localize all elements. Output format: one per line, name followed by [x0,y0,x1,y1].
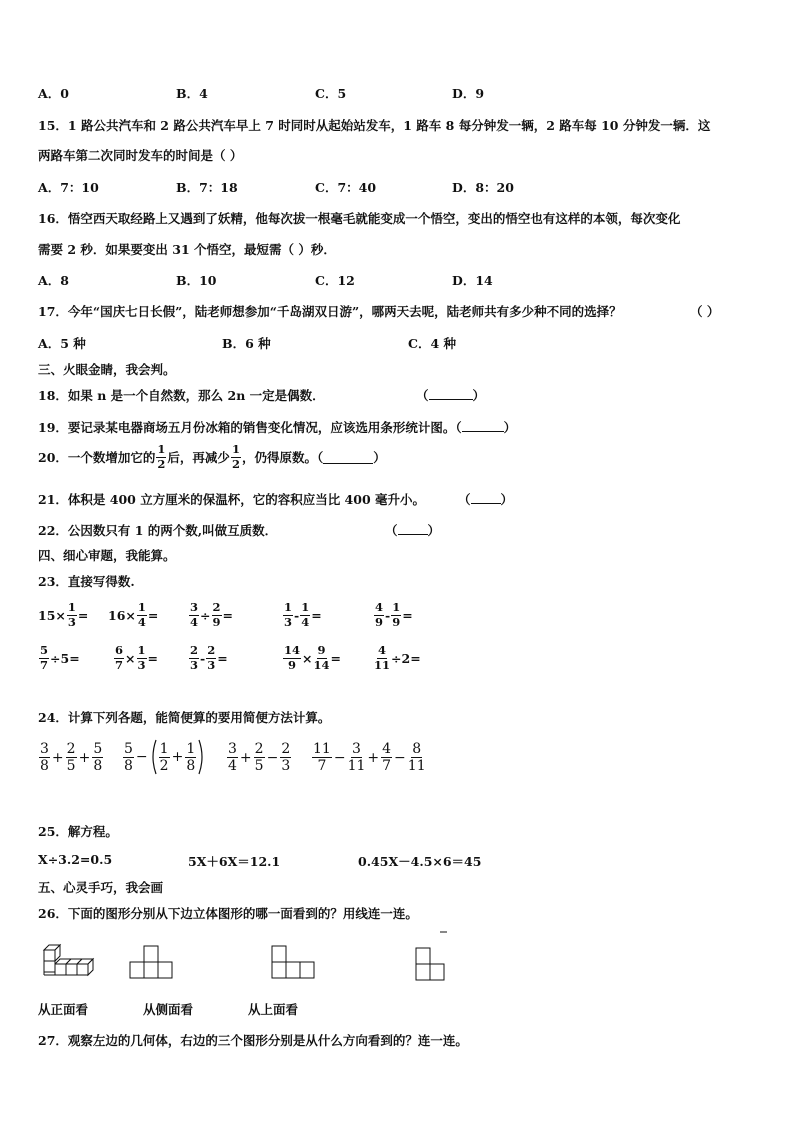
q24-e3-n1: 3 [228,741,237,757]
q23-r1-i5-op: - [385,607,391,623]
q15-option-c: C．7：40 [315,180,377,195]
q23-r1-i4-num1: 1 [284,600,293,614]
q26-view-shape-2 [271,944,319,980]
q23-r2-i3-num1: 2 [190,643,199,657]
q20-text-pre: 20．一个数增加它的 [38,450,156,465]
q16-line1: 16．悟空西天取经路上又遇到了妖精，他每次拔一根毫毛就能变成一个悟空，变出的悟空也有这样的本领，每次变化 [38,211,681,226]
q23-r2-i4-op: × [302,650,313,666]
q23-r2-i1-den: 7 [40,657,49,672]
q21-answer-blank[interactable] [458,490,513,508]
q24-e1-op1: + [51,749,64,766]
q23-r1-i1-op: × [55,607,66,623]
q22-answer-blank[interactable] [385,521,440,539]
q23-r1-i5-num1: 4 [375,600,384,614]
q23-r2-i4-eq: = [330,650,341,666]
q24-e4-op3: − [394,749,406,766]
q24-e3-d1: 4 [228,758,237,774]
q24-e4-n3: 4 [382,741,392,757]
q23-r1-i4-num2: 1 [301,600,310,614]
q24-e1-d2: 5 [66,758,76,774]
q17-option-a: A．5 种 [38,336,86,351]
q18-answer-blank[interactable] [416,386,485,404]
q24-e3-d3: 3 [281,758,291,774]
q23-r2-i1-eq: = [69,650,80,666]
q20-frac1-den: 2 [157,456,166,471]
q23-r2-item2 [113,645,158,671]
q23-r1-i3-op: ÷ [200,607,211,623]
q17-option-b: B．6 种 [222,336,271,351]
q17-paren: （ ） [690,304,720,319]
q16-option-a: A．8 [38,273,69,288]
q23-r2-i3-num2: 2 [207,643,216,657]
q26-label-top: 从上面看 [248,1002,299,1017]
q20-fraction-1 [156,444,166,470]
q23-r1-i4-eq: = [311,607,322,623]
q15-option-a: A．7：10 [38,180,99,195]
q26-title: 26．下面的图形分别从下边立体图形的哪一面看到的？用线连一连。 [38,906,418,921]
q23-r1-i3-num1: 3 [190,600,199,614]
q20-text-mid: 后，再减少 [167,450,230,465]
q21-close-paren: ） [500,492,514,507]
q21-open-paren: （ [458,492,471,507]
q23-r2-i3-den1: 3 [190,657,199,672]
q23-r1-i5-eq: = [402,607,413,623]
q15-line1: 15．1 路公共汽车和 2 路公共汽车早上 7 时同时从起始站发车，1 路车 8 每分钟发一辆，2 路车每 10 分钟发一辆．这 [38,118,711,133]
q23-r2-i4-den2: 14 [313,657,330,672]
q24-e4-d1: 7 [317,758,327,774]
section-5-heading: 五、心灵手巧，我会画 [38,880,164,895]
q18-close-paren: ） [472,388,486,403]
q23-r1-i2-den: 4 [137,614,146,629]
q23-r1-i1-int: 15 [38,607,56,623]
q23-r2-i3-den2: 3 [207,657,216,672]
q23-r2-i5-int: 2 [401,650,411,666]
q23-r1-item2 [108,602,158,628]
q25-equation-3: 0.45X－4.5×6＝45 [358,854,482,869]
q24-e2-d2: 2 [159,757,169,774]
q23-title: 23．直接写得数. [38,574,135,589]
q14-option-a: A．0 [38,86,69,101]
q23-r2-i2-eq: = [147,650,158,666]
q23-r1-i3-den2: 9 [212,614,221,629]
q14-option-b: B．4 [176,86,208,101]
q26-view-shape-1 [129,944,175,980]
q24-e1-d3: 8 [93,758,103,774]
q23-r1-item5 [373,602,413,628]
q23-r2-i2-num1: 6 [115,643,124,657]
q23-r1-item1 [38,602,88,628]
q16-option-c: C．12 [315,273,355,288]
q22-close-paren: ） [427,523,441,538]
q14-option-c: C．5 [315,86,347,101]
q18-text: 18．如果 n 是一个自然数，那么 2n 一定是偶数． [38,388,325,403]
q24-e2-op1: − [135,749,148,765]
q20-frac1-num: 1 [157,442,166,456]
q19-question [38,418,516,436]
q27-title: 27．观察左边的几何体，右边的三个图形分别是从什么方向看到的？连一连。 [38,1033,468,1048]
q20-answer-blank[interactable] [323,451,373,464]
q24-title: 24．计算下列各题，能简便算的要用简便方法计算。 [38,710,331,725]
q24-e2-left-paren [149,738,158,776]
q24-e1-n3: 5 [93,741,103,757]
q23-r2-i2-den2: 3 [137,657,146,672]
q24-e4-d3: 7 [382,758,392,774]
q19-answer-blank[interactable] [462,419,504,432]
q23-r1-i1-eq: = [77,607,89,623]
q24-e4-op1: − [333,749,346,766]
q17-text: 17．今年“国庆七日长假”，陆老师想参加“千岛湖双日游”，哪两天去呢，陆老师共有多少种不同的选择？ [38,304,622,319]
q24-e3-n3: 2 [281,741,291,757]
q23-r2-i3-op: - [200,650,206,666]
q23-r2-i5-num: 4 [378,643,387,657]
q23-r2-i3-eq: = [217,650,228,666]
q23-r1-i3-den1: 4 [190,614,199,629]
q23-r1-i2-int: 16 [108,607,126,623]
q24-e3-op1: + [239,749,252,766]
q24-e2-d1: 8 [124,757,133,774]
q24-expr2 [122,738,206,776]
q21-text: 21．体积是 400 立方厘米的保温杯，它的容积应当比 400 毫升小。 [38,492,425,507]
q23-r1-item3 [188,602,233,628]
q23-r1-i1-num: 1 [67,600,76,614]
section-3-heading: 三、火眼金睛，我会判。 [38,362,176,377]
q23-r2-i5-eq: = [410,650,421,666]
q20-text-post: ，仍得原数。（ [241,450,324,465]
q15-line2: 两路车第二次同时发车的时间是（ ） [38,148,243,163]
q24-e1-d1: 8 [40,758,49,774]
q20-question [38,444,386,470]
q16-line2: 需要 2 秒．如果要变出 31 个悟空，最短需（ ）秒． [38,242,336,257]
q15-option-d: D．8：20 [452,180,514,195]
q24-e4-n1: 11 [313,741,331,757]
q24-e1-n1: 3 [40,741,49,757]
q24-e2-d3: 8 [186,757,196,774]
q23-r1-i2-num: 1 [137,600,146,614]
q24-e4-op2: + [367,749,380,766]
q23-r2-i1-num: 5 [40,643,49,657]
q23-r2-i2-num2: 1 [137,643,146,657]
q24-e4-d4: 11 [407,758,426,774]
q24-e4-n2: 3 [352,741,361,757]
q23-r2-item1 [38,645,80,671]
q18-open-paren: （ [416,388,429,403]
q26-solid-figure [38,942,100,982]
q24-e1-op2: + [78,749,91,766]
q23-r2-i1-op: ÷ [50,650,61,666]
q23-r2-i4-den1: 9 [288,657,297,672]
q24-e3-d2: 5 [254,758,264,774]
q17-option-c: C．4 种 [408,336,456,351]
q19-close-paren: ） [503,420,517,435]
q24-e2-n3: 1 [186,740,196,757]
q20-close-paren: ） [373,450,386,465]
q23-r1-i5-den1: 9 [375,614,384,629]
q24-e1-n2: 2 [66,741,76,757]
q23-r1-i3-num2: 2 [212,600,221,614]
q24-e4-n4: 8 [412,741,422,757]
q23-r2-i2-den1: 7 [115,657,124,672]
q24-expr3 [226,742,292,773]
q16-option-d: D．14 [452,273,493,288]
q23-r2-i5-den: 11 [374,657,391,672]
section-4-heading: 四、细心审题，我能算。 [38,548,176,563]
q23-r2-i1-int: 5 [60,650,70,666]
q23-r1-i4-den2: 4 [301,614,310,629]
q23-r1-i5-den2: 9 [392,614,401,629]
q23-r1-item4 [282,602,322,628]
q23-r2-item4 [282,645,341,671]
q22-text: 22．公因数只有 1 的两个数,叫做互质数． [38,523,278,538]
q23-r1-i3-eq: = [222,607,233,623]
q23-r1-i4-op: - [294,607,300,623]
q24-e2-n2: 1 [159,740,169,757]
q24-e3-op2: − [266,749,279,766]
q24-e2-right-paren [197,738,206,776]
q23-r2-item3 [188,645,228,671]
q24-expr1 [38,742,104,773]
q25-equation-2: 5X＋6X＝12.1 [188,854,281,869]
q23-r1-i1-den: 3 [67,614,76,629]
q26-label-side: 从侧面看 [143,1002,194,1017]
q25-equation-1: X÷3.2=0.5 [38,852,113,867]
q19-text: 19．要记录某电器商场五月份冰箱的销售变化情况，应该选用条形统计图。（ [38,420,462,435]
q14-option-d: D．9 [452,86,485,101]
q24-e4-d2: 11 [347,758,366,774]
q20-fraction-2 [231,444,241,470]
q23-r1-i2-eq: = [147,607,159,623]
q23-r2-i2-op: × [125,650,136,666]
q23-r1-i5-num2: 1 [392,600,401,614]
q23-r2-i4-num1: 14 [284,643,301,657]
q20-frac2-den: 2 [231,456,240,471]
q24-e3-n2: 2 [254,741,264,757]
q24-e2-n1: 5 [124,740,133,757]
q25-title: 25．解方程。 [38,824,118,839]
q23-r2-item5 [373,645,421,671]
q24-expr4 [311,742,427,773]
q26-view-shape-3 [414,928,454,984]
q23-r1-i2-op: × [125,607,136,623]
q20-frac2-num: 1 [231,442,240,456]
q23-r2-i5-op: ÷ [391,650,402,666]
q23-r2-i4-num2: 9 [317,643,326,657]
q15-option-b: B．7：18 [176,180,238,195]
q26-label-front: 从正面看 [38,1002,89,1017]
q22-open-paren: （ [385,523,398,538]
q16-option-b: B．10 [176,273,217,288]
q23-r1-i4-den1: 3 [284,614,293,629]
q24-e2-op2: + [171,749,184,765]
